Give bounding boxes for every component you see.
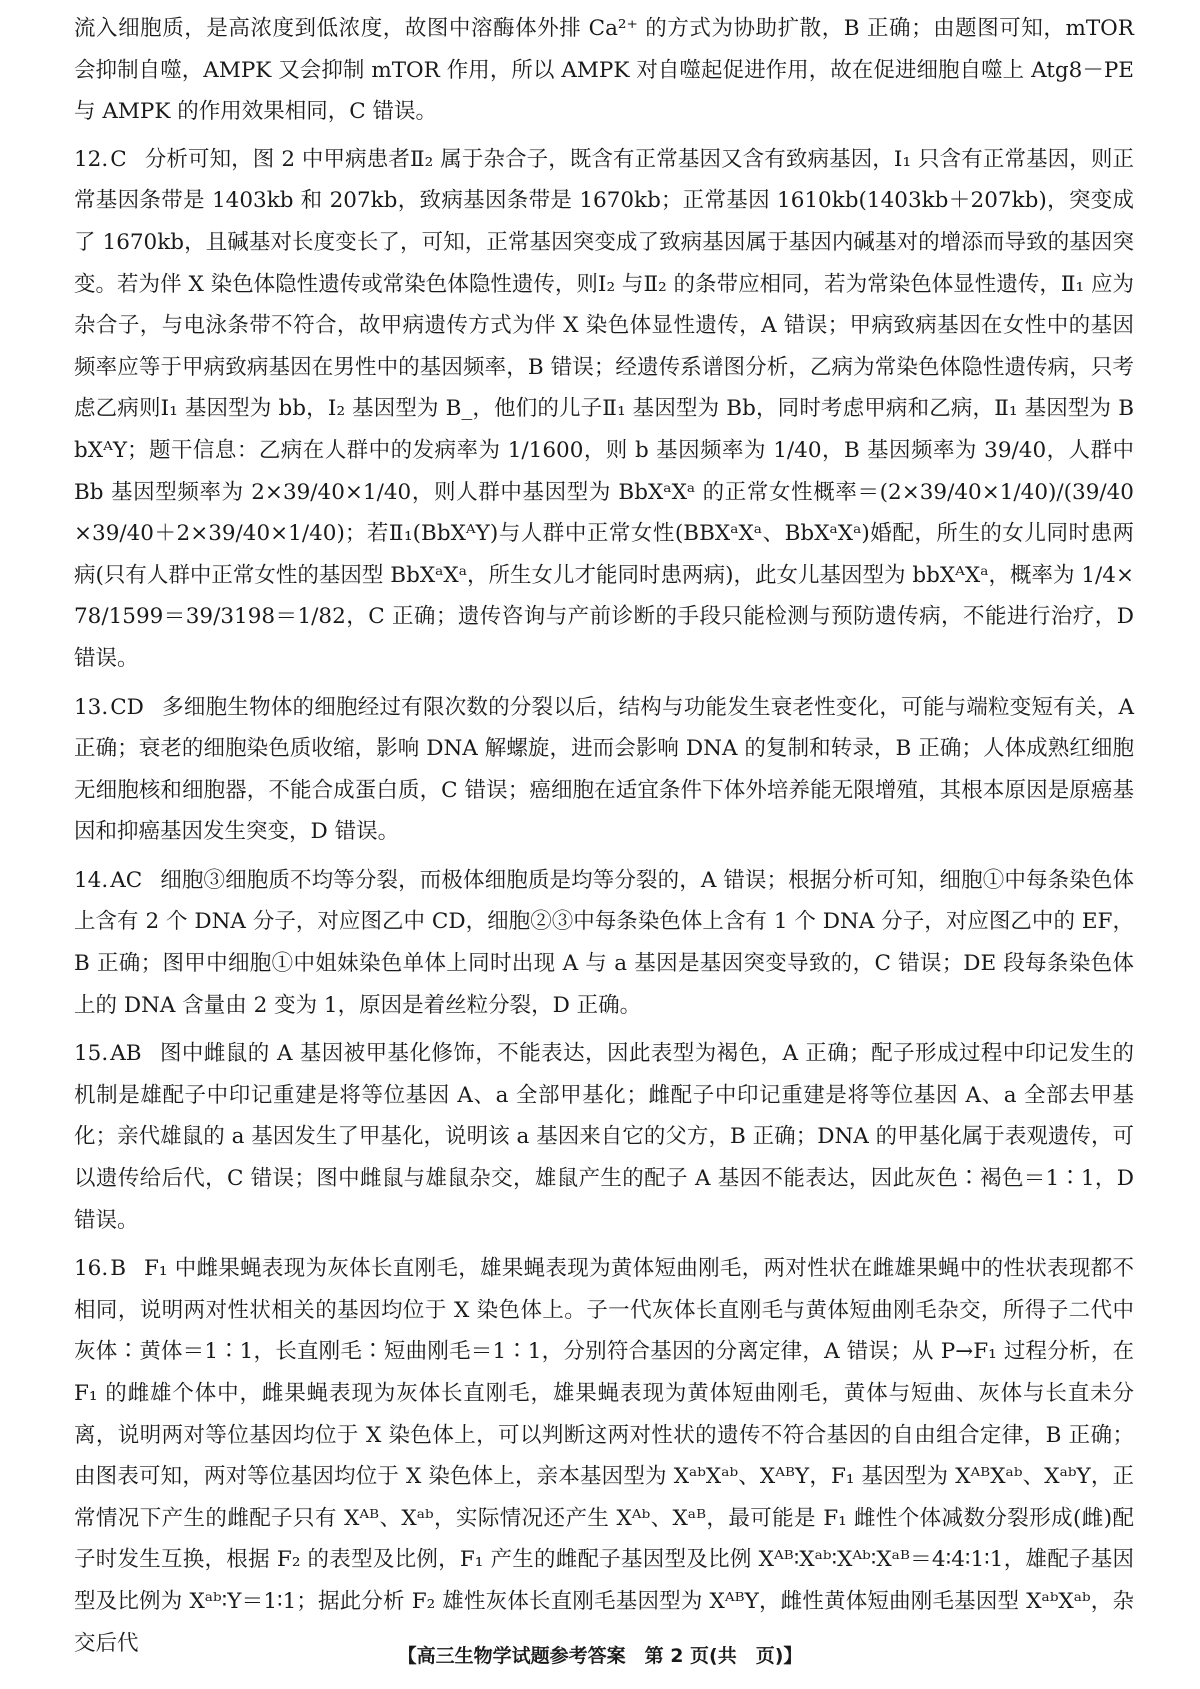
item-number: 15.	[74, 1041, 109, 1067]
item-explanation: 细胞③细胞质不均等分裂，而极体细胞质是均等分裂的，A 错误；根据分析可知，细胞①中每条染色体上含有 2 个 DNA 分子，对应图乙中 CD，细胞②③中每条染色体上含有 1 个 DNA 分子，对应图乙中的 EF，B 正确；图甲中细胞①中姐妹染色单体上同时出现 A 与 a 基因是基因突变导致的，C 错误；DE 段每条染色体上的 DNA 含量由 2 变为 1，原因是着丝粒分裂，D 正确。	[74, 867, 1134, 1018]
answer-item-13	[74, 687, 1134, 853]
item-answer: C	[110, 146, 127, 172]
answer-item-16	[74, 1248, 1134, 1664]
page-footer: 【高三生物学试题参考答案 第 2 页(共 页)】	[397, 1645, 803, 1667]
item-answer: B	[110, 1256, 127, 1282]
item-number: 16.	[74, 1256, 109, 1282]
item-explanation: F₁ 中雌果蝇表现为灰体长直刚毛，雄果蝇表现为黄体短曲刚毛，两对性状在雌雄果蝇中的性状表现都不相同，说明两对性状相关的基因均位于 X 染色体上。子一代灰体长直刚毛与黄体短曲刚毛杂交，所得子二代中灰体∶黄体＝1∶1，长直刚毛∶短曲刚毛＝1∶1，分别符合基因的分离定律，A 错误；从 P→F₁ 过程分析，在 F₁ 的雌雄个体中，雌果蝇表现为灰体长直刚毛，雄果蝇表现为黄体短曲刚毛，黄体与短曲、灰体与长直未分离，说明两对等位基因均位于 X 染色体上，可以判断这两对性状的遗传不符合基因的自由组合定律，B 正确；由图表可知，两对等位基因均位于 X 染色体上，亲本基因型为 XᵃᵇXᵃᵇ、XᴬᴮY，F₁ 基因型为 XᴬᴮXᵃᵇ、XᵃᵇY，正常情况下产生的雌配子只有 Xᴬᴮ、Xᵃᵇ，实际情况还产生 Xᴬᵇ、Xᵃᴮ，最可能是 F₁ 雌性个体减数分裂形成(雌)配子时发生互换，根据 F₂ 的表型及比例，F₁ 产生的雌配子基因型及比例 Xᴬᴮ∶Xᵃᵇ∶Xᴬᵇ∶Xᵃᴮ＝4∶4∶1∶1，雄配子基因型及比例为 Xᵃᵇ∶Y＝1∶1；据此分析 F₂ 雄性灰体长直刚毛基因型为 XᴬᴮY，雌性黄体短曲刚毛基因型 XᵃᵇXᵃᵇ，杂交后代	[74, 1256, 1134, 1656]
item-explanation: 图中雌鼠的 A 基因被甲基化修饰，不能表达，因此表型为褐色，A 正确；配子形成过程中印记发生的机制是雄配子中印记重建是将等位基因 A、a 全部甲基化；雌配子中印记重建是将等位基因 A、a 全部去甲基化；亲代雄鼠的 a 基因发生了甲基化，说明该 a 基因来自它的父方，B 正确；DNA 的甲基化属于表观遗传，可以遗传给后代，C 错误；图中雌鼠与雄鼠杂交，雄鼠产生的配子 A 基因不能表达，因此灰色∶褐色＝1∶1，D 错误。	[74, 1041, 1134, 1233]
item-explanation: 多细胞生物体的细胞经过有限次数的分裂以后，结构与功能发生衰老性变化，可能与端粒变短有关，A 正确；衰老的细胞染色质收缩，影响 DNA 解螺旋，进而会影响 DNA 的复制和转录，B 正确；人体成熟红细胞无细胞核和细胞器，不能合成蛋白质，C 错误；癌细胞在适宜条件下体外培养能无限增殖，其根本原因是原癌基因和抑癌基因发生突变，D 错误。	[74, 694, 1134, 845]
answer-body	[74, 8, 1134, 1671]
item-explanation: 分析可知，图 2 中甲病患者Ⅱ₂ 属于杂合子，既含有正常基因又含有致病基因，Ⅰ₁ 只含有正常基因，则正常基因条带是 1403kb 和 207kb，致病基因条带是 1670kb；正常基因 1610kb(1403kb＋207kb)，突变成了 1670kb，且碱基对长度变长了，可知，正常基因突变成了致病基因属于基因内碱基对的增添而导致的基因突变。若为伴 X 染色体隐性遗传或常染色体隐性遗传，则Ⅰ₂ 与Ⅱ₂ 的条带应相同，若为常染色体显性遗传，Ⅱ₁ 应为杂合子，与电泳条带不符合，故甲病遗传方式为伴 X 染色体显性遗传，A 错误；甲病致病基因在女性中的基因频率应等于甲病致病基因在男性中的基因频率，B 错误；经遗传系谱图分析，乙病为常染色体隐性遗传病，只考虑乙病则Ⅰ₁ 基因型为 bb，Ⅰ₂ 基因型为 B_，他们的儿子Ⅱ₁ 基因型为 Bb，同时考虑甲病和乙病，Ⅱ₁ 基因型为 BbXᴬY；题干信息：乙病在人群中的发病率为 1/1600，则 b 基因频率为 1/40，B 基因频率为 39/40，人群中 Bb 基因型频率为 2×39/40×1/40，则人群中基因型为 BbXᵃXᵃ 的正常女性概率＝(2×39/40×1/40)/(39/40×39/40＋2×39/40×1/40)；若Ⅱ₁(BbXᴬY)与人群中正常女性(BBXᵃXᵃ、BbXᵃXᵃ)婚配，所生的女儿同时患两病(只有人群中正常女性的基因型 BbXᵃXᵃ，所生女儿才能同时患两病)，此女儿基因型为 bbXᴬXᵃ，概率为 1/4×78/1599＝39/3198＝1/82，C 正确；遗传咨询与产前诊断的手段只能检测与预防遗传病，不能进行治疗，D 错误。	[74, 146, 1134, 671]
item-number: 13.	[74, 694, 109, 720]
item-answer: AB	[110, 1041, 142, 1067]
continued-paragraph: 流入细胞质，是高浓度到低浓度，故图中溶酶体外排 Ca²⁺ 的方式为协助扩散，B 正确；由题图可知，mTOR 会抑制自噬，AMPK 又会抑制 mTOR 作用，所以 AMPK 对自噬起促进作用，故在促进细胞自噬上 Atg8－PE 与 AMPK 的作用效果相同，C 错误。	[74, 16, 1134, 125]
answer-item-14	[74, 860, 1134, 1026]
item-answer: AC	[110, 867, 143, 893]
item-number: 14.	[74, 867, 109, 893]
answer-item-12	[74, 139, 1134, 680]
item-answer: CD	[110, 694, 144, 720]
item-number: 12.	[74, 146, 109, 172]
answer-item-15	[74, 1033, 1134, 1241]
